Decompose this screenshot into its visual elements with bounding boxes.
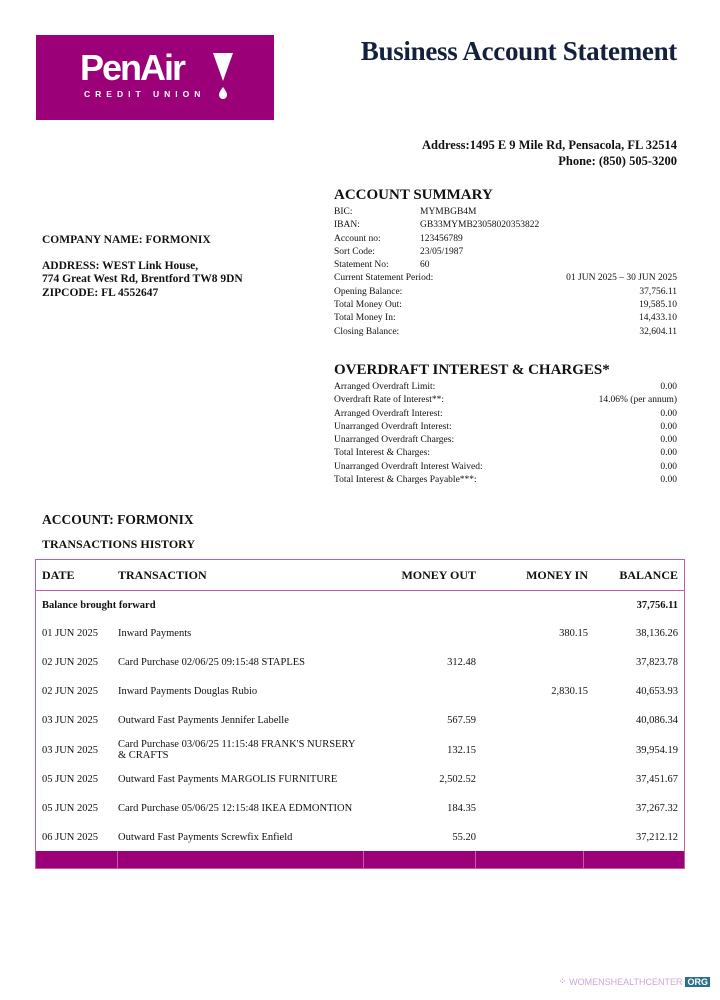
account-summary [334,187,677,339]
table-row: 03 JUN 2025 Outward Fast Payments Jennifer Labelle 567.59 40,086.34 [42,714,678,726]
balance-brought-forward-row [36,591,684,619]
company-address-line2: 774 Great West Rd, Brentford TW8 9DN [42,273,243,285]
header-money-in: MONEY IN [526,567,588,582]
overdraft-row: Overdraft Rate of Interest**: 14.06% (per annum) [334,395,677,406]
header-money-out: MONEY OUT [401,567,476,582]
table-header [36,560,684,591]
table-row: 02 JUN 2025 Card Purchase 02/06/25 09:15:48 STAPLES 312.48 37,823.78 [42,656,678,668]
logo-wordmark: PenAir [80,47,185,88]
watermark-suffix: ORG [687,976,708,987]
watermark-text: WOMENSHEALTHCENTER [569,976,683,987]
overdraft-section [334,362,677,487]
table-row: 06 JUN 2025 Outward Fast Payments Screwfix Enfield 55.20 37,212.12 [42,831,678,843]
summary-row-period: Current Statement Period: 01 JUN 2025 – 30 JUN 2025 [334,273,677,284]
summary-row-opening-balance: Opening Balance: 37,756.11 [334,286,677,297]
header-date: DATE [42,567,75,582]
company-zipcode: ZIPCODE: FL 4552647 [42,286,159,299]
header-balance: BALANCE [619,567,678,582]
table-row: 01 JUN 2025 Inward Payments 380.15 38,136.26 [42,627,678,639]
overdraft-row: Unarranged Overdraft Interest Waived: 0.00 [334,461,677,472]
logo-subtitle: CREDIT UNION [84,89,206,99]
table-row: 02 JUN 2025 Inward Payments Douglas Rubio 2,830.15 40,653.93 [42,685,678,697]
overdraft-row: Arranged Overdraft Interest: 0.00 [334,408,677,419]
table-row: 05 JUN 2025 Outward Fast Payments MARGOLIS FURNITURE 2,502.52 37,451.67 [42,773,678,785]
table-row: 03 JUN 2025 Card Purchase 03/06/25 11:15:48 FRANK'S NURSERY & CRAFTS 132.15 39,954.19 [42,739,678,761]
summary-row-money-out: Total Money Out: 19,585.10 [334,300,677,311]
bank-phone: Phone: (850) 505-3200 [558,154,677,168]
company-name: COMPANY NAME: FORMONIX [42,234,211,246]
watermark [559,976,710,987]
summary-row-money-in: Total Money In: 14,433.10 [334,313,677,324]
overdraft-title: OVERDRAFT INTEREST & CHARGES* [334,362,610,378]
transactions-table [35,559,685,869]
overdraft-row: Unarranged Overdraft Interest: 0.00 [334,421,677,432]
company-address-line1: ADDRESS: WEST Link House, [42,259,199,272]
summary-row-closing-balance: Closing Balance: 32,604.11 [334,326,677,337]
overdraft-row: Total Interest & Charges: 0.00 [334,448,677,459]
bank-logo [36,35,274,120]
summary-row-iban: IBAN: GB33MYMB23058020353822 [334,220,540,231]
table-row: 05 JUN 2025 Card Purchase 05/06/25 12:15:48 IKEA EDMONTION 184.35 37,267.32 [42,802,678,814]
summary-row-bic: BIC: MYMBGB4M [334,207,477,217]
bbf-label: Balance brought forward [42,599,156,611]
document-title: Business Account Statement [360,36,677,66]
overdraft-row: Unarranged Overdraft Charges: 0.00 [334,435,677,446]
exclamation-mark-icon [212,51,234,99]
summary-row-account-no: Account no: 123456789 [334,233,463,244]
dots-icon: ⁘ [558,976,567,986]
overdraft-row: Arranged Overdraft Limit: 0.00 [334,382,677,392]
bbf-balance: 37,756.11 [636,599,678,611]
bank-contact [422,137,677,169]
company-info [42,234,243,300]
summary-row-sort-code: Sort Code: 23/05/1987 [334,246,464,257]
bank-address: Address:1495 E 9 Mile Rd, Pensacola, FL 32514 [422,138,677,152]
account-label: ACCOUNT: FORMONIX [42,512,194,527]
summary-row-statement-no: Statement No: 60 [334,260,430,271]
overdraft-row: Total Interest & Charges Payable***: 0.00 [334,475,677,486]
table-footer-bar [36,851,684,868]
header-transaction: TRANSACTION [118,567,207,582]
transactions-history-label: TRANSACTIONS HISTORY [42,537,196,551]
account-summary-title: ACCOUNT SUMMARY [334,187,493,203]
